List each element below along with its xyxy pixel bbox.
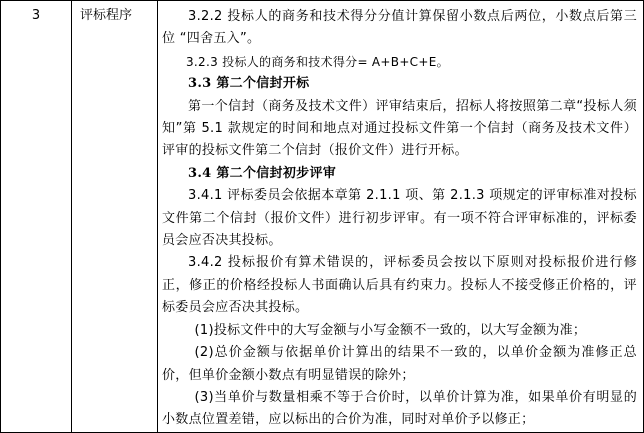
rule-3: (3)当单价与数量相乘不等于合价时，以单价计算为准，如果单价有明显的小数点位置差错，应以标出的合价为准，同时对单价予以修正； [162, 389, 637, 428]
table-row [1, 1, 644, 433]
clause-3-2-3: 3.2.3 投标人的商务和技术得分= A+B+C+E。 [186, 54, 449, 69]
heading-3-4: 3.4 第二个信封初步评审 [188, 165, 337, 181]
row-content-cell [158, 1, 644, 433]
clause-3-3-body: 第一个信封（商务及技术文件）评审结束后，招标人将按照第二章“投标人须知”第 5.1 款规定的时间和地点对通过投标文件第一个信封（商务及技术文件）评审的投标文件第二个信封（报价文件）进行开标。 [162, 98, 637, 159]
clause-3-4-2: 3.4.2 投标报价有算术错误的，评标委员会按以下原则对投标报价进行修正，修正的价格经投标人书面确认后具有约束力。投标人不接受修正价格的，评标委员会应否决其投标。 [162, 255, 637, 316]
clause-3-2-2: 3.2.2 投标人的商务和技术得分分值计算保留小数点后两位，小数点后第三位 “四舍五入”。 [162, 9, 637, 47]
rule-1: (1)投标文件中的大写金额与小写金额不一致的，以大写金额为准； [194, 322, 587, 338]
row-item-cell: 评标程序 [72, 1, 158, 433]
heading-3-3: 3.3 第二个信封开标 [188, 76, 310, 92]
row-number-cell: 3 [1, 1, 72, 433]
rule-2: (2)总价金额与依据单价计算出的结果不一致的，以单价金额为准修正总价，但单价金额小数点有明显错误的除外； [162, 345, 637, 383]
clause-3-4-1: 3.4.1 评标委员会依据本章第 2.1.1 项、第 2.1.3 项规定的评审标准对投标文件第二个信封（报价文件）进行初步评审。有一项不符合评审标准的，评标委员会应否决其投标。 [162, 188, 637, 249]
